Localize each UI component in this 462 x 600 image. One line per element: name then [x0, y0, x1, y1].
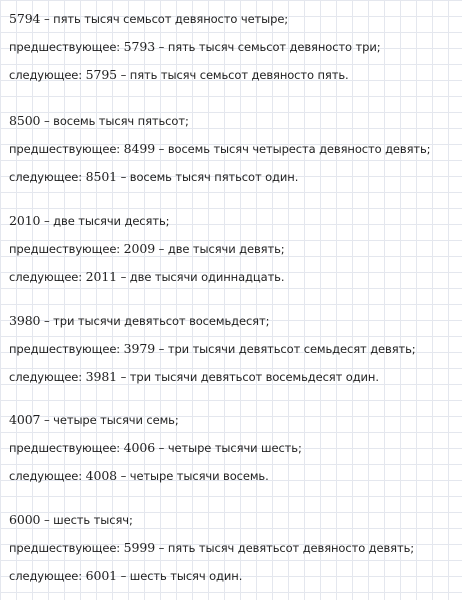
main-number: 3980 [9, 313, 41, 328]
predecessor-label: предшествующее: [9, 142, 124, 156]
main-number-line [9, 512, 133, 528]
successor-line [9, 369, 379, 385]
successor-number: 3981 [85, 369, 118, 384]
successor-number: 6001 [85, 568, 118, 583]
predecessor-words: – две тысячи девять; [155, 242, 285, 256]
successor-number: 8501 [85, 169, 118, 184]
main-number-words: – четыре тысячи семь; [40, 413, 179, 427]
successor-words: – две тысячи одиннадцать. [117, 270, 285, 284]
successor-number: 4008 [85, 468, 118, 483]
predecessor-label: предшествующее: [9, 242, 124, 256]
predecessor-line [9, 341, 416, 357]
successor-words: – четыре тысячи восемь. [117, 469, 269, 483]
successor-label: следующее: [9, 270, 86, 284]
main-number: 8500 [9, 113, 41, 128]
successor-number: 2011 [85, 269, 118, 284]
main-number-words: – шесть тысяч; [40, 513, 133, 527]
predecessor-number: 8499 [123, 141, 156, 156]
predecessor-words: – четыре тысячи шесть; [155, 441, 302, 455]
predecessor-number: 5999 [123, 540, 156, 555]
main-number-words: – две тысячи десять; [40, 214, 170, 228]
predecessor-label: предшествующее: [9, 441, 124, 455]
successor-words: – три тысячи девятьсот восемьдесят один. [117, 370, 379, 384]
predecessor-words: – три тысячи девятьсот семьдесят девять; [155, 342, 416, 356]
main-number-line [9, 412, 179, 428]
predecessor-label: предшествующее: [9, 40, 124, 54]
successor-line [9, 568, 242, 584]
predecessor-number: 2009 [123, 241, 156, 256]
main-number-line [9, 113, 189, 129]
successor-label: следующее: [9, 68, 86, 82]
main-number: 2010 [9, 213, 41, 228]
successor-line [9, 269, 284, 285]
successor-line [9, 67, 349, 83]
main-number-words: – восемь тысяч пятьсот; [40, 114, 189, 128]
successor-words: – шесть тысяч один. [117, 569, 243, 583]
successor-line [9, 468, 269, 484]
predecessor-line [9, 241, 285, 257]
main-number: 5794 [9, 11, 41, 26]
successor-number: 5795 [85, 67, 118, 82]
successor-words: – пять тысяч семьсот девяносто пять. [117, 68, 349, 82]
successor-line [9, 169, 298, 185]
predecessor-line [9, 39, 380, 55]
predecessor-number: 4006 [123, 440, 156, 455]
predecessor-line [9, 141, 430, 157]
predecessor-line [9, 540, 414, 556]
successor-label: следующее: [9, 370, 86, 384]
main-number-line [9, 11, 288, 27]
predecessor-line [9, 440, 302, 456]
successor-label: следующее: [9, 569, 86, 583]
predecessor-words: – пять тысяч девятьсот девяносто девять; [155, 541, 415, 555]
predecessor-number: 3979 [123, 341, 156, 356]
predecessor-words: – пять тысяч семьсот девяносто три; [155, 40, 381, 54]
successor-words: – восемь тысяч пятьсот один. [117, 170, 299, 184]
main-number: 4007 [9, 412, 41, 427]
successor-label: следующее: [9, 170, 86, 184]
main-number: 6000 [9, 512, 41, 527]
main-number-words: – три тысячи девятьсот восемьдесят; [40, 314, 270, 328]
successor-label: следующее: [9, 469, 86, 483]
predecessor-label: предшествующее: [9, 541, 124, 555]
predecessor-words: – восемь тысяч четыреста девяносто девять; [155, 142, 431, 156]
main-number-line [9, 213, 169, 229]
predecessor-label: предшествующее: [9, 342, 124, 356]
main-number-line [9, 313, 269, 329]
predecessor-number: 5793 [123, 39, 156, 54]
main-number-words: – пять тысяч семьсот девяносто четыре; [40, 12, 289, 26]
